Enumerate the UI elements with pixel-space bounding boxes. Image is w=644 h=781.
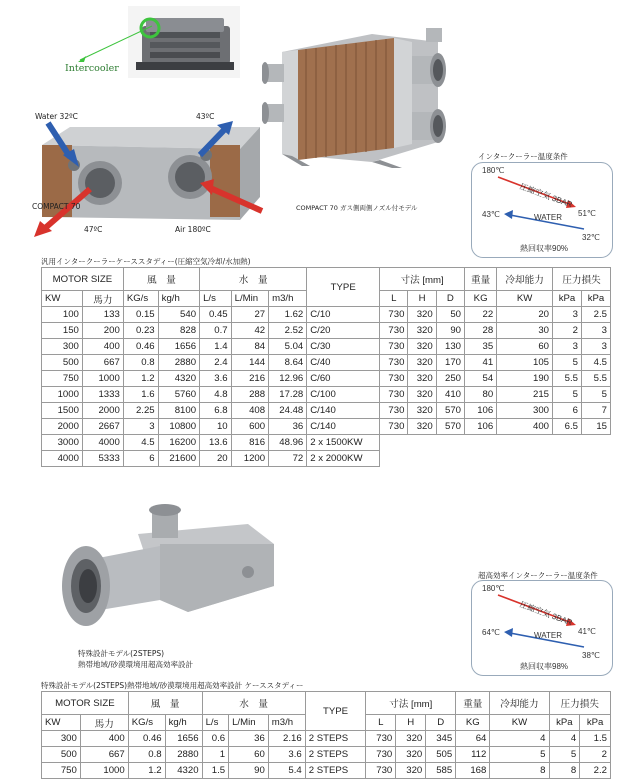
table-cell: 3 [553, 307, 582, 323]
intercooler-label: Intercooler [65, 63, 119, 74]
table-cell: C/140 [307, 419, 380, 435]
table2-unit: kg/h [165, 715, 202, 731]
table1-unit: L [380, 291, 408, 307]
diagram1-title: インタークーラー温度条件 [478, 152, 568, 161]
diagram2-air-out: 41℃ [578, 627, 596, 636]
table-cell: 2.16 [268, 731, 305, 747]
table-cell: 0.6 [202, 731, 229, 747]
table-cell: 667 [82, 355, 123, 371]
table-cell: 570 [436, 403, 464, 419]
table2-h-air: 風 量 [128, 692, 202, 715]
compact70-caption: COMPACT 70 ガス側両側ノズル付モデル [296, 204, 418, 212]
table2-unit: KG [456, 715, 490, 731]
table-cell: 106 [465, 403, 497, 419]
table-cell: 1656 [158, 339, 199, 355]
table-cell: 505 [426, 747, 456, 763]
table-cell: 1333 [82, 387, 123, 403]
table1-h-dims: 寸法 [mm] [380, 268, 465, 291]
table-cell: 8 [490, 763, 549, 779]
table-cell: 200 [82, 323, 123, 339]
table-cell: 133 [82, 307, 123, 323]
table1-title: 汎用インタークーラーケーススタディー(圧縮空気冷却/水加熱) [41, 257, 251, 266]
diagram2-water-out: 64℃ [482, 628, 500, 637]
table-cell: 8100 [158, 403, 199, 419]
table-cell: 1.62 [269, 307, 307, 323]
table-cell: 72 [269, 451, 307, 467]
table-cell: 10800 [158, 419, 199, 435]
table-cell: 35 [465, 339, 497, 355]
table-cell: 2 STEPS [305, 763, 366, 779]
two-steps-caption1: 特殊設計モデル(2STEPS) [78, 649, 165, 658]
table-row [42, 731, 611, 747]
table-row [42, 387, 611, 403]
table2-unit: L/Min [229, 715, 269, 731]
diagram2-water-in: 38℃ [582, 651, 600, 660]
diagram2-water-label: WATER [534, 631, 562, 640]
table-cell: 585 [426, 763, 456, 779]
table-cell: 80 [465, 387, 497, 403]
table-cell: 215 [497, 387, 553, 403]
diagram2-air-label: 圧縮空気 3BAR [518, 599, 574, 628]
table-row [42, 371, 611, 387]
table2-h-water: 水 量 [202, 692, 305, 715]
table-cell: 730 [380, 339, 408, 355]
table1-h-air: 風 量 [123, 268, 199, 291]
table-cell: 5 [490, 747, 549, 763]
intercooler-photo [30, 105, 270, 245]
table-row [42, 323, 611, 339]
table-cell: 500 [42, 747, 81, 763]
table-cell: C/140 [307, 403, 380, 419]
table-cell: 90 [229, 763, 269, 779]
table-cell: 170 [436, 355, 464, 371]
table-cell: 4.8 [200, 387, 232, 403]
table-cell: 20 [497, 307, 553, 323]
table1-body [42, 307, 611, 467]
table-cell: 320 [408, 419, 436, 435]
table-cell: 168 [456, 763, 490, 779]
table-cell: 30 [497, 323, 553, 339]
table-cell: 400 [80, 731, 128, 747]
table-cell: 250 [436, 371, 464, 387]
two-steps-photo [48, 500, 278, 630]
table-cell: 12.96 [269, 371, 307, 387]
air-out-label: 47ºC [84, 225, 103, 234]
table-cell: 730 [380, 355, 408, 371]
table-cell: 300 [42, 731, 81, 747]
table-cell: 1656 [165, 731, 202, 747]
table-cell: 8 [549, 763, 580, 779]
intercooler-flow-illustration [30, 105, 270, 245]
table-cell: 2880 [158, 355, 199, 371]
table-cell: 1.4 [200, 339, 232, 355]
table-cell: 5760 [158, 387, 199, 403]
table-cell: 2.5 [581, 307, 610, 323]
table-cell: 667 [80, 747, 128, 763]
table-cell: 22 [465, 307, 497, 323]
table-row [42, 747, 611, 763]
table-cell: 0.23 [123, 323, 158, 339]
diagram2-air-in: 180℃ [482, 584, 505, 593]
table-cell: 408 [231, 403, 268, 419]
table-cell: 2 [580, 747, 611, 763]
water-in-label: Water 32ºC [35, 112, 78, 121]
table-cell: 84 [231, 339, 268, 355]
table-cell: 320 [408, 339, 436, 355]
table-cell: 0.46 [128, 731, 165, 747]
table-cell: 320 [408, 387, 436, 403]
table-cell: 1.5 [202, 763, 229, 779]
table2-h-weight: 重量 [456, 692, 490, 715]
table-cell: 1200 [231, 451, 268, 467]
table-cell: 2880 [165, 747, 202, 763]
table-cell: 50 [436, 307, 464, 323]
table2 [41, 691, 611, 779]
table-empty-cell [380, 451, 611, 467]
diagram1-air-label: 圧縮空気 3BAR [518, 181, 574, 210]
table-cell: 27 [231, 307, 268, 323]
table-cell: C/30 [307, 339, 380, 355]
table-cell: 0.7 [200, 323, 232, 339]
table-cell: 1.2 [123, 371, 158, 387]
table-row [42, 451, 611, 467]
table-cell: 48.96 [269, 435, 307, 451]
table1-unit: H [408, 291, 436, 307]
table-cell: 2667 [82, 419, 123, 435]
table2-h-dims: 寸法 [mm] [366, 692, 456, 715]
diagram1-air-in: 180℃ [482, 166, 505, 175]
table-cell: 320 [396, 747, 426, 763]
table-cell: 1500 [42, 403, 83, 419]
compact70-photo [262, 20, 448, 170]
table2-unit: KW [490, 715, 549, 731]
table-cell: 540 [158, 307, 199, 323]
table-row [42, 435, 611, 451]
table2-title: 特殊設計モデル(2STEPS)熱帯地域/砂漠環境用超高効率設計 ケーススタディー [41, 681, 304, 690]
table-cell: 320 [408, 323, 436, 339]
table1-h-motor: MOTOR SIZE [42, 268, 124, 291]
table1-unit: KW [42, 291, 83, 307]
table-cell: 816 [231, 435, 268, 451]
table2-unit: m3/h [268, 715, 305, 731]
table1-h-water: 水 量 [200, 268, 307, 291]
table-cell: 1.2 [128, 763, 165, 779]
table-cell: 190 [497, 371, 553, 387]
table-cell: 4.5 [123, 435, 158, 451]
table-cell: 750 [42, 371, 83, 387]
table2-h-motor: MOTOR SIZE [42, 692, 129, 715]
table-cell: 2.25 [123, 403, 158, 419]
table-cell: 3 [581, 339, 610, 355]
table1-h-cooling: 冷却能力 [497, 268, 553, 291]
table1 [41, 267, 611, 467]
table-cell: 3 [123, 419, 158, 435]
compact70-illustration [262, 20, 448, 170]
table-cell: 216 [231, 371, 268, 387]
table1-unit: kg/h [158, 291, 199, 307]
table-cell: 5.04 [269, 339, 307, 355]
table-row [42, 355, 611, 371]
table1-unit: kPa [553, 291, 582, 307]
table-cell: C/40 [307, 355, 380, 371]
water-out-label: 43ºC [196, 112, 215, 121]
table2-header-row [42, 692, 611, 715]
table-cell: 400 [82, 339, 123, 355]
table-cell: 3 [581, 323, 610, 339]
table1-unit: KW [497, 291, 553, 307]
table1-h-weight: 重量 [465, 268, 497, 291]
diagram2-title: 超高効率インタークーラー温度条件 [478, 571, 598, 580]
table-cell: 16200 [158, 435, 199, 451]
table-row [42, 763, 611, 779]
table-cell: 2000 [42, 419, 83, 435]
two-steps-illustration [48, 500, 278, 630]
table-cell: 400 [497, 419, 553, 435]
table-cell: 4.5 [581, 355, 610, 371]
table-cell: C/20 [307, 323, 380, 339]
table1-unit: kPa [581, 291, 610, 307]
table-cell: 2.4 [200, 355, 232, 371]
table-cell: 90 [436, 323, 464, 339]
table-cell: 2.52 [269, 323, 307, 339]
table1-unit: D [436, 291, 464, 307]
table-cell: 6 [123, 451, 158, 467]
table1-unit: KG/s [123, 291, 158, 307]
table-cell: 730 [380, 387, 408, 403]
table-cell: 500 [42, 355, 83, 371]
table-cell: 7 [581, 403, 610, 419]
table-cell: 112 [456, 747, 490, 763]
table-cell: 1.6 [123, 387, 158, 403]
table-cell: 730 [366, 763, 396, 779]
table-cell: 730 [380, 403, 408, 419]
table-cell: 730 [380, 419, 408, 435]
table-cell: 410 [436, 387, 464, 403]
table-cell: 6.5 [553, 419, 582, 435]
table2-unit: L/s [202, 715, 229, 731]
table-cell: 320 [408, 307, 436, 323]
table-cell: 2000 [82, 403, 123, 419]
table1-header-row [42, 268, 611, 291]
table-cell: 5.5 [581, 371, 610, 387]
diagram1-water-out: 43℃ [482, 210, 500, 219]
table-empty-cell [380, 435, 611, 451]
table-cell: 28 [465, 323, 497, 339]
table-cell: 730 [380, 307, 408, 323]
table-cell: 100 [42, 307, 83, 323]
table-cell: 20 [200, 451, 232, 467]
table-cell: 17.28 [269, 387, 307, 403]
table-cell: 105 [497, 355, 553, 371]
table2-unit: H [396, 715, 426, 731]
table-cell: 4 [549, 731, 580, 747]
table-cell: 750 [42, 763, 81, 779]
table-cell: 15 [581, 419, 610, 435]
table-row [42, 339, 611, 355]
table-cell: 570 [436, 419, 464, 435]
table-cell: 21600 [158, 451, 199, 467]
table-cell: 130 [436, 339, 464, 355]
table-cell: 1.5 [580, 731, 611, 747]
table-cell: 8.64 [269, 355, 307, 371]
diagram1-air-out: 51℃ [578, 209, 596, 218]
table-cell: 320 [408, 403, 436, 419]
table-cell: 320 [396, 731, 426, 747]
table-cell: 4320 [165, 763, 202, 779]
table-cell: 13.6 [200, 435, 232, 451]
table-cell: 54 [465, 371, 497, 387]
table-cell: 106 [465, 419, 497, 435]
table1-h-pressure: 圧力損失 [553, 268, 611, 291]
table-cell: 320 [396, 763, 426, 779]
table-cell: 730 [366, 747, 396, 763]
table-cell: 730 [366, 731, 396, 747]
table-cell: 0.45 [200, 307, 232, 323]
table-cell: 600 [231, 419, 268, 435]
table-cell: 320 [408, 371, 436, 387]
table-cell: 2.2 [580, 763, 611, 779]
table-cell: 2 STEPS [305, 731, 366, 747]
table2-h-type: TYPE [305, 692, 366, 731]
table2-unit: KG/s [128, 715, 165, 731]
table-cell: 320 [408, 355, 436, 371]
model-label: COMPACT 70 [32, 202, 81, 211]
table-cell: 2 x 1500KW [307, 435, 380, 451]
table-cell: 36 [229, 731, 269, 747]
table-cell: 2 x 2000KW [307, 451, 380, 467]
table-cell: 345 [426, 731, 456, 747]
table1-unit: L/Min [231, 291, 268, 307]
table-cell: 0.8 [128, 747, 165, 763]
table-cell: 4320 [158, 371, 199, 387]
table-cell: C/100 [307, 387, 380, 403]
table-cell: 36 [269, 419, 307, 435]
table-cell: 4 [490, 731, 549, 747]
table-cell: 3000 [42, 435, 83, 451]
table-cell: 4000 [82, 435, 123, 451]
table1-unit: L/s [200, 291, 232, 307]
table-cell: 6 [553, 403, 582, 419]
diagram2-box [471, 580, 613, 676]
table1-unit: KG [465, 291, 497, 307]
table-row [42, 307, 611, 323]
table-cell: 60 [497, 339, 553, 355]
table-cell: 41 [465, 355, 497, 371]
table2-unit: L [366, 715, 396, 731]
diagram1-efficiency: 熱回収率90% [520, 244, 569, 253]
table-cell: 300 [497, 403, 553, 419]
table-cell: 1000 [80, 763, 128, 779]
diagram1-box [471, 162, 613, 258]
table-cell: 5333 [82, 451, 123, 467]
table-cell: C/60 [307, 371, 380, 387]
table2-unit: kPa [549, 715, 580, 731]
table-cell: 828 [158, 323, 199, 339]
table-cell: 2 [553, 323, 582, 339]
table-cell: 3.6 [268, 747, 305, 763]
table-cell: 0.46 [123, 339, 158, 355]
table-cell: 5.5 [553, 371, 582, 387]
table-cell: 5 [553, 387, 582, 403]
table-cell: 0.8 [123, 355, 158, 371]
table2-unit: kPa [580, 715, 611, 731]
diagram2-efficiency: 熱回収率98% [520, 662, 569, 671]
table-cell: 730 [380, 323, 408, 339]
two-steps-caption2: 熱帯地域/砂漠環境用超高効率設計 [78, 660, 194, 669]
table-cell: 60 [229, 747, 269, 763]
table1-unit: 馬力 [82, 291, 123, 307]
diagram1-water-label: WATER [534, 213, 562, 222]
table-row [42, 403, 611, 419]
table-cell: 42 [231, 323, 268, 339]
table-cell: 6.8 [200, 403, 232, 419]
table-cell: 5 [553, 355, 582, 371]
table2-unit: KW [42, 715, 81, 731]
table-cell: 5 [549, 747, 580, 763]
table-cell: 1 [202, 747, 229, 763]
table1-h-type: TYPE [307, 268, 380, 307]
table1-unit: m3/h [269, 291, 307, 307]
table-cell: 5.4 [268, 763, 305, 779]
air-in-label: Air 180ºC [175, 225, 211, 234]
table-cell: 150 [42, 323, 83, 339]
table-cell: 1000 [82, 371, 123, 387]
table2-unit: 馬力 [80, 715, 128, 731]
table2-h-cooling: 冷却能力 [490, 692, 549, 715]
table2-h-pressure: 圧力損失 [549, 692, 611, 715]
table-cell: 0.15 [123, 307, 158, 323]
table-cell: 3 [553, 339, 582, 355]
table-cell: 24.48 [269, 403, 307, 419]
table-cell: 5 [581, 387, 610, 403]
table-row [42, 419, 611, 435]
table-cell: 64 [456, 731, 490, 747]
table-cell: 3.6 [200, 371, 232, 387]
table2-unit: D [426, 715, 456, 731]
table-cell: 288 [231, 387, 268, 403]
table-cell: 730 [380, 371, 408, 387]
diagram1-water-in: 32℃ [582, 233, 600, 242]
table-cell: C/10 [307, 307, 380, 323]
table2-body [42, 731, 611, 779]
table-cell: 1000 [42, 387, 83, 403]
table-cell: 4000 [42, 451, 83, 467]
table-cell: 144 [231, 355, 268, 371]
table-cell: 10 [200, 419, 232, 435]
table-cell: 300 [42, 339, 83, 355]
table-cell: 2 STEPS [305, 747, 366, 763]
